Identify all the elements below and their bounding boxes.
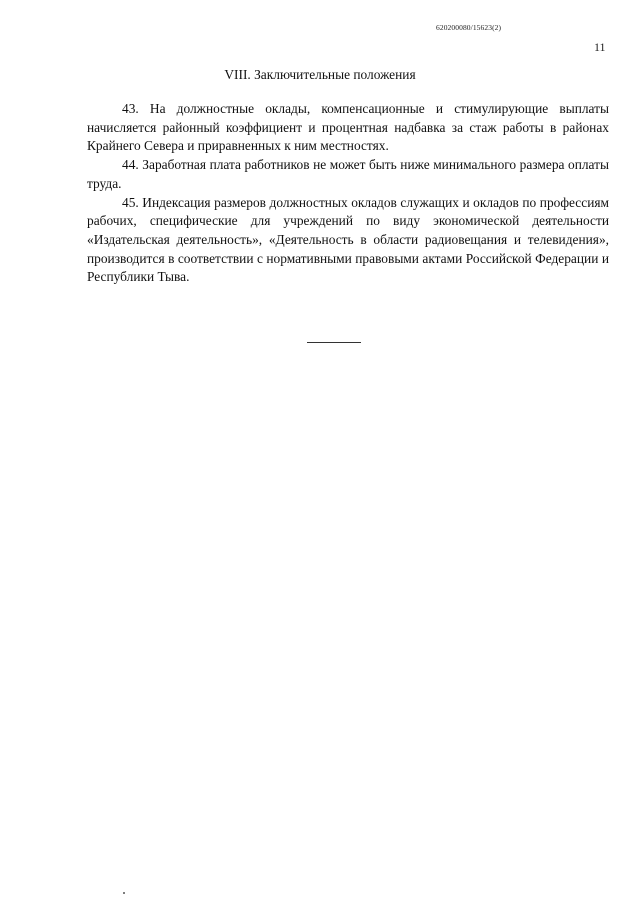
- scan-speck: [123, 892, 125, 894]
- page-number: 11: [594, 40, 606, 54]
- paragraph-43: 43. На должностные оклады, компенсационные и стимулирующие выплаты начисляется районный коэффициент и процентная надбавка за стаж работы в районах Крайнего Севера и приравненных к ним местностях.: [87, 101, 609, 154]
- end-of-text-rule: [307, 342, 361, 343]
- paragraph-45: 45. Индексация размеров должностных окладов служащих и окладов по профессиям рабочих, специфические для учреждений по виду экономической деятельности «Издательская деятельность», «Деятельность в области радиовещания и телевидения», производится в соответствии с нормативными правовыми актами Российской Федерации и Республики Тыва.: [87, 194, 609, 285]
- body-text: [87, 100, 609, 287]
- section-title: VIII. Заключительные положения: [224, 67, 416, 82]
- document-code: 620200080/15623(2): [436, 23, 502, 32]
- paragraph-44: 44. Заработная плата работников не может быть ниже минимального размера оплаты труда.: [87, 157, 609, 191]
